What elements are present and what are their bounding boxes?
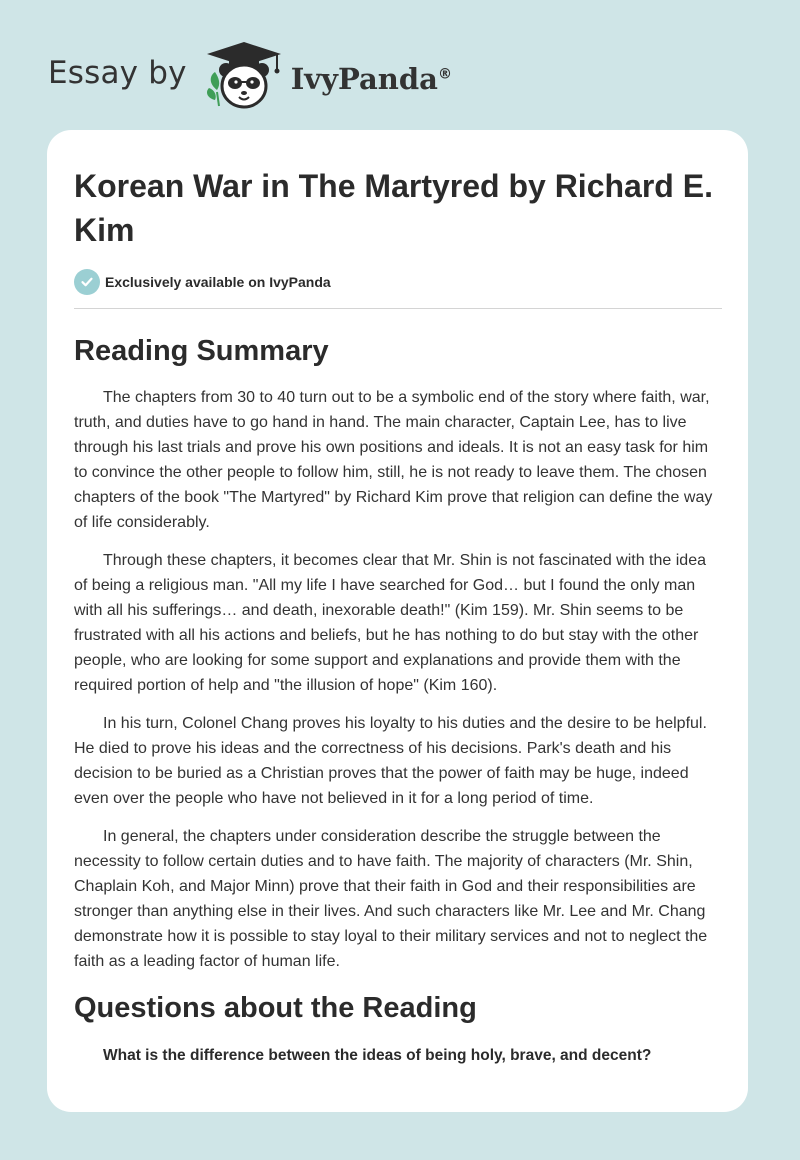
essay-title: Korean War in The Martyred by Richard E. Kim	[74, 168, 713, 248]
paragraph: The chapters from 30 to 40 turn out to be a symbolic end of the story where faith, war, truth, and duties have to go hand in hand. The main character, Captain Lee, has to live through his last trials and prove his own positions and ideals. It is not an easy task for him to convince the other people to follow him, still, he is not ready to leave them. The chosen chapters of the book "The Martyred" by Richard Kim prove that religion can define the way of life considerably.	[74, 389, 713, 531]
essay-card	[47, 130, 748, 1112]
paragraph: In general, the chapters under consideration describe the struggle between the necessity to follow certain duties and to have faith. The majority of characters (Mr. Shin, Chaplain Koh, and Major Minn) prove that their faith in God and their responsibilities are stronger than anything else in their lives. And such characters like Mr. Lee and Mr. Chang demonstrate how it is possible to stay loyal to their military services and not to neglect the faith as a leading factor of human life.	[74, 828, 708, 970]
exclusive-badge-label: Exclusively available on IvyPanda	[105, 274, 331, 290]
panda-logo-icon	[201, 40, 287, 112]
exclusive-badge	[74, 269, 722, 309]
paragraph: Through these chapters, it becomes clear that Mr. Shin is not fascinated with the idea of being a religious man. "All my life I have searched for God… but I found the only man with all his sufferings… and death, inexorable death!" (Kim 159). Mr. Shin seems to be frustrated with all his actions and beliefs, but he has nothing to do but stay with the other people, who are looking for some support and explanations and provide them with the required portion of help and "the illusion of hope" (Kim 160).	[74, 552, 706, 694]
brand-name: IvyPanda®	[290, 62, 452, 96]
site-header	[48, 36, 452, 116]
section-heading-summary: Reading Summary	[74, 335, 329, 367]
section-heading-questions: Questions about the Reading	[74, 992, 477, 1024]
essay-by-label: Essay by	[48, 55, 187, 91]
paragraph: In his turn, Colonel Chang proves his loyalty to his duties and the desire to be helpful. He died to prove his ideas and the correctness of his decisions. Park's death and his decision to be buried as a Christian proves that the power of faith may be huge, indeed even over the people who have not believed in it for a long period of time.	[74, 715, 707, 807]
question-item: What is the difference between the ideas of being holy, brave, and decent?	[103, 1047, 652, 1064]
check-circle-icon	[74, 269, 100, 295]
